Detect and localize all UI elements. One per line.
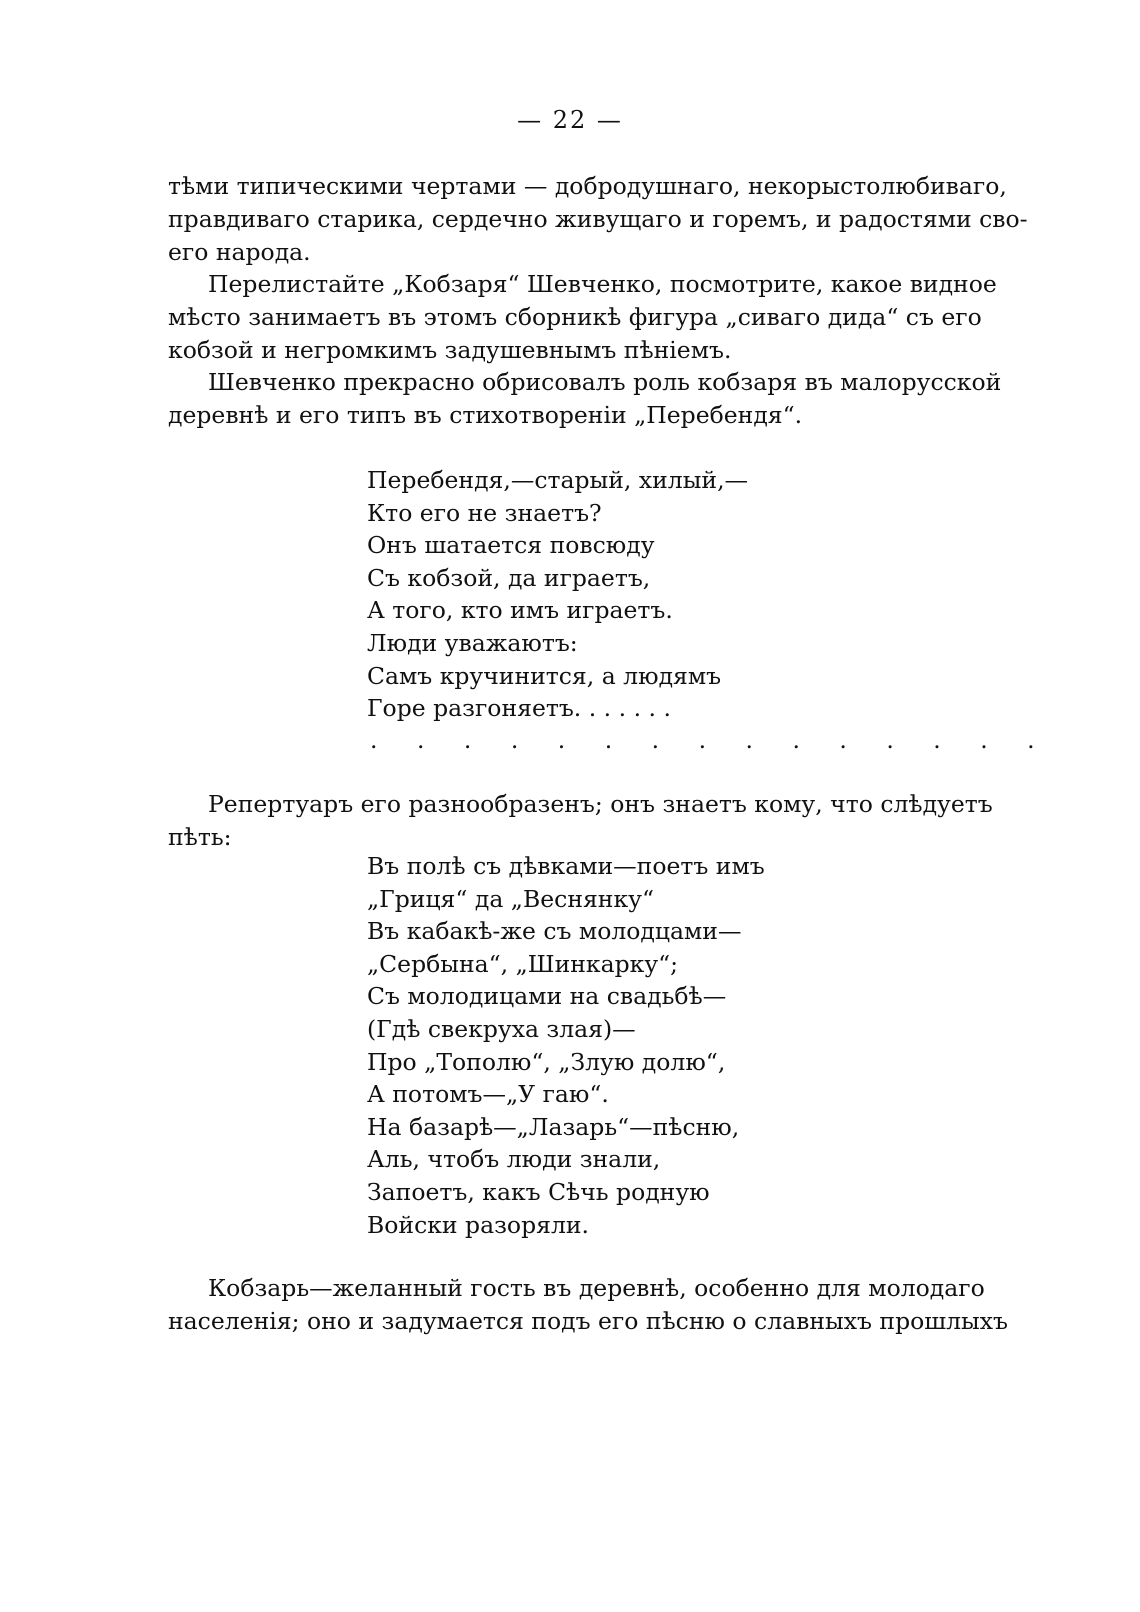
verse-repertoire: [367, 850, 765, 1241]
paragraph-line: деревнѣ и его типъ въ стихотвореніи „Перебендя“.: [168, 401, 803, 429]
paragraph-line: Шевченко прекрасно обрисовалъ роль кобзаря въ малорусской: [208, 368, 1002, 396]
paragraph-3: [168, 366, 1002, 432]
verse-line: Кто его не знаетъ?: [367, 498, 602, 527]
verse-line: Аль, чтобъ люди знали,: [367, 1145, 661, 1174]
paragraph-line: населенія; оно и задумается подъ его пѣсню о славныхъ прошлыхъ: [168, 1307, 1008, 1335]
verse-line: „Сербына“, „Шинкарку“;: [367, 949, 679, 978]
verse-line: Въ кабакѣ-же съ молодцами—: [367, 917, 742, 946]
verse-line: А того, кто имъ играетъ.: [367, 596, 673, 625]
verse-line: На базарѣ—„Лазарь“—пѣсню,: [367, 1112, 740, 1141]
paragraph-line: Репертуаръ его разнообразенъ; онъ знаетъ кому, что слѣдуетъ: [208, 790, 993, 818]
paragraph-line: Перелистайте „Кобзаря“ Шевченко, посмотрите, какое видное: [208, 270, 997, 298]
verse-line: А потомъ—„У гаю“.: [367, 1080, 609, 1109]
verse-ellipsis: . . . . . . . . . . . . . . .: [370, 726, 1051, 754]
verse-line: Про „Тополю“, „Злую долю“,: [367, 1047, 726, 1076]
paragraph-2: [168, 268, 997, 367]
paragraph-5: [168, 1272, 1008, 1338]
paragraph-1: [168, 170, 1028, 269]
verse-line: Войски разоряли.: [367, 1210, 590, 1239]
verse-line: Съ кобзой, да играетъ,: [367, 563, 651, 592]
paragraph-4: [168, 788, 993, 854]
verse-line: „Гриця“ да „Веснянку“: [367, 884, 655, 913]
paragraph-line: пѣть:: [168, 823, 232, 851]
verse-line: Онъ шатается повсюду: [367, 531, 655, 560]
verse-perebendya: [367, 464, 748, 725]
verse-line: Люди уважаютъ:: [367, 628, 578, 657]
paragraph-line: тѣми типическими чертами — добродушнаго, некорыстолюбиваго,: [168, 172, 1007, 200]
paragraph-line: кобзой и негромкимъ задушевнымъ пѣніемъ.: [168, 336, 732, 364]
verse-line: Перебендя,—старый, хилый,—: [367, 466, 749, 494]
verse-line: Съ молодицами на свадьбѣ—: [367, 982, 727, 1011]
paragraph-line: его народа.: [168, 238, 311, 266]
verse-line: Въ полѣ съ дѣвками—поетъ имъ: [367, 852, 765, 880]
page-number: — 22 —: [517, 106, 623, 134]
verse-line: Самъ кручинится, а людямъ: [367, 661, 722, 690]
verse-line: (Гдѣ свекруха злая)—: [367, 1014, 636, 1043]
verse-line: Запоетъ, какъ Сѣчь родную: [367, 1177, 710, 1206]
paragraph-line: Кобзарь—желанный гость въ деревнѣ, особенно для молодаго: [208, 1274, 985, 1302]
verse-line: Горе разгоняетъ. . . . . . .: [367, 694, 671, 723]
paragraph-line: мѣсто занимаетъ въ этомъ сборникѣ фигура „сиваго дида“ съ его: [168, 303, 982, 331]
paragraph-line: правдиваго старика, сердечно живущаго и горемъ, и радостями сво-: [168, 205, 1028, 233]
